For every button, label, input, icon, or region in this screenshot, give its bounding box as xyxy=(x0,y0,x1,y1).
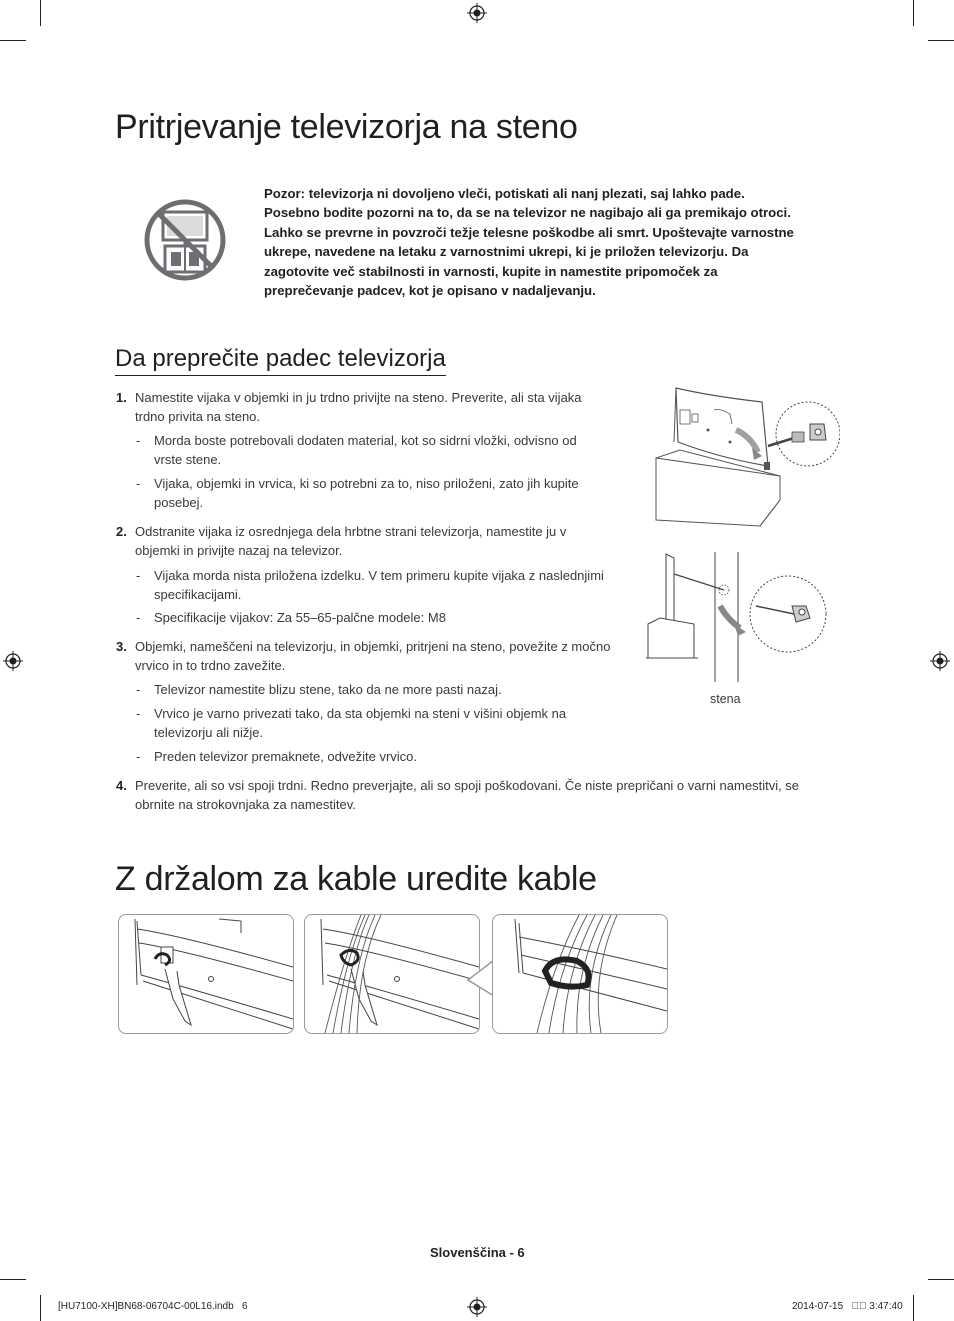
note-text: Specifikacije vijakov: Za 55–65-palčne modele: M8 xyxy=(154,610,446,625)
step-3-note-1: - Televizor namestite blizu stene, tako da ne more pasti nazaj. xyxy=(136,680,606,700)
step-text: Preverite, ali so vsi spoji trdni. Redno preverjajte, ali so spoji poškodovani. Če niste prepričani o varni namestitvi, se obrnite na strokovnjaka za namestitev. xyxy=(135,778,800,813)
registration-mark-icon xyxy=(930,651,950,671)
tv-wall-side-illustration xyxy=(640,552,830,687)
step-3 xyxy=(116,637,616,677)
step-2-note-2: - Specifikacije vijakov: Za 55–65-palčne modele: M8 xyxy=(136,608,606,628)
crop-mark xyxy=(0,1279,26,1280)
note-text: Vrvico je varno privezati tako, da sta objemki na steni v višini objemk na televizorju ali nižje. xyxy=(154,706,567,741)
step-number: 1. xyxy=(116,390,127,405)
file-name: [HU7100-XH]BN68-06704C-00L16.indb 6 xyxy=(58,1301,248,1312)
page-number: Slovenščina - 6 xyxy=(430,1245,525,1260)
cable-holder-zoom-image xyxy=(492,914,668,1034)
step-4 xyxy=(116,776,836,816)
section-title-prevent-fall: Da preprečite padec televizorja xyxy=(115,345,446,376)
step-text: Objemki, nameščeni na televizorju, in objemki, pritrjeni na steno, povežite z močno vrvico in to trdno zavežite. xyxy=(135,639,611,674)
note-text: Televizor namestite blizu stene, tako da ne more pasti nazaj. xyxy=(154,682,502,697)
step-1 xyxy=(116,388,616,428)
cable-holder-step-1-image xyxy=(118,914,294,1034)
step-number: 3. xyxy=(116,639,127,654)
cable-holder-step-2-image xyxy=(304,914,480,1034)
crop-mark xyxy=(913,1295,914,1321)
registration-mark-icon xyxy=(467,1297,487,1317)
crop-mark xyxy=(40,1295,41,1321)
step-3-note-3: - Preden televizor premaknete, odvežite vrvico. xyxy=(136,747,606,767)
section-title-cable-holder: Z držalom za kable uredite kable xyxy=(115,860,597,898)
tv-bracket-illustration xyxy=(650,380,840,528)
note-text: Vijaka morda nista priložena izdelku. V tem primeru kupite vijaka z naslednjimi specifikacijami. xyxy=(154,568,604,603)
step-number: 4. xyxy=(116,778,127,793)
registration-mark-icon xyxy=(467,3,487,23)
wall-caption: stena xyxy=(710,692,741,706)
crop-mark xyxy=(40,0,41,26)
note-text: Vijaka, objemki in vrvica, ki so potrebni za to, niso priloženi, zato jih kupite posebej. xyxy=(154,476,579,511)
step-1-note-1: - Morda boste potrebovali dodaten material, kot so sidrni vložki, odvisno od vrste stene. xyxy=(136,431,606,471)
step-3-note-2: - Vrvico je varno privezati tako, da sta objemki na steni v višini objemk na televizorju ali nižje. xyxy=(136,704,606,744)
crop-mark xyxy=(0,40,26,41)
step-text: Namestite vijaka v objemki in ju trdno privijte na steno. Preverite, ali sta vijaka trdno privita na steno. xyxy=(135,390,582,425)
step-2-note-1: - Vijaka morda nista priložena izdelku. V tem primeru kupite vijaka z naslednjimi specifikacijami. xyxy=(136,566,606,606)
step-1-note-2: - Vijaka, objemki in vrvica, ki so potrebni za to, niso priloženi, zato jih kupite posebej. xyxy=(136,474,606,514)
registration-mark-icon xyxy=(3,651,23,671)
print-timestamp: 2014-07-15 ￿￿ 3:47:40 xyxy=(792,1301,903,1312)
crop-mark xyxy=(928,40,954,41)
note-text: Morda boste potrebovali dodaten material, kot so sidrni vložki, odvisno od vrste stene. xyxy=(154,433,577,468)
page-title: Pritrjevanje televizorja na steno xyxy=(115,108,578,146)
step-2 xyxy=(116,522,616,562)
crop-mark xyxy=(913,0,914,26)
no-climbing-warning-icon xyxy=(143,198,227,282)
note-text: Preden televizor premaknete, odvežite vrvico. xyxy=(154,749,418,764)
step-text: Odstranite vijaka iz osrednjega dela hrbtne strani televizorja, namestite ju v objemki in privijte nazaj na televizor. xyxy=(135,524,567,559)
step-number: 2. xyxy=(116,524,127,539)
crop-mark xyxy=(928,1279,954,1280)
safety-warning-text: Pozor: televizorja ni dovoljeno vleči, potiskati ali nanj plezati, saj lahko pade. Posebno bodite pozorni na to, da se na televizor ne nagibajo ali ga premikajo otroci. Lahko se prevrne in povzroči težje telesne poškodbe ali smrt. Upoštevajte varnostne ukrepe, navedene na letaku z varnostnimi ukrepi, ki je priložen televizorju. Da zagotovite več stabilnosti in varnosti, kupite in namestite pripomoček za preprečevanje padcev, kot je opisano v nadaljevanju. xyxy=(264,186,794,299)
